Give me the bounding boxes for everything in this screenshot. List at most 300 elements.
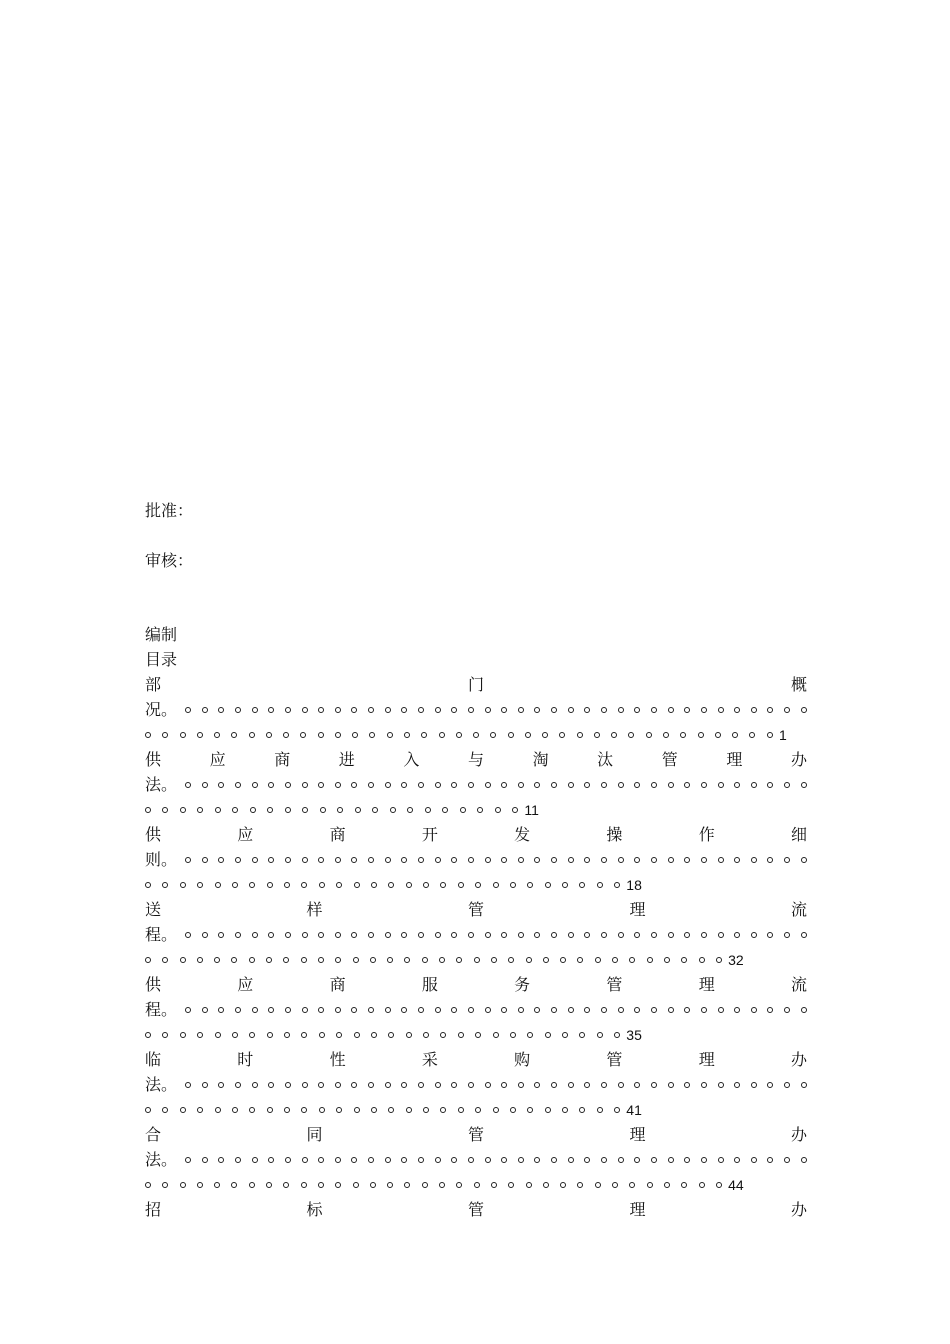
toc-title-char: 进 [338, 750, 355, 769]
leader-dot [451, 707, 457, 713]
leader-dot [568, 857, 574, 863]
leader-dot [468, 1082, 474, 1088]
leader-dot [684, 932, 690, 938]
leader-dot [268, 707, 274, 713]
leader-dot [252, 857, 258, 863]
leader-dot [614, 1107, 620, 1113]
leader-dot [354, 1107, 360, 1113]
leader-dot [354, 1032, 360, 1038]
leader-dot [734, 932, 740, 938]
toc-entry-leader [145, 774, 807, 796]
toc-title-char: 流 [790, 975, 807, 994]
leader-dot [353, 1182, 359, 1188]
leader-dot [618, 1157, 624, 1163]
leader-dot [385, 857, 391, 863]
leader-dot [501, 782, 507, 788]
leader-dot [584, 1157, 590, 1163]
leader-dot [601, 782, 607, 788]
leader-dot [718, 782, 724, 788]
leader-dot [527, 1032, 533, 1038]
leader-dot [477, 807, 483, 813]
leader-dot [214, 957, 220, 963]
leader-dot [534, 1007, 540, 1013]
leader-dot [618, 782, 624, 788]
leader-dot [218, 1157, 224, 1163]
leader-dot [285, 782, 291, 788]
leader-dot [249, 732, 255, 738]
leader-dot [699, 957, 705, 963]
leader-dot [518, 932, 524, 938]
leader-dot [318, 932, 324, 938]
leader-dot [584, 707, 590, 713]
leader-dot [162, 882, 168, 888]
leader-dot [215, 807, 221, 813]
leader-dot [335, 857, 341, 863]
toc-entry-title[interactable] [145, 749, 807, 771]
leader-dot [684, 1007, 690, 1013]
leader-dot [684, 782, 690, 788]
leader-dot [651, 932, 657, 938]
leader-dot [252, 1157, 258, 1163]
toc-title-char: 合 [145, 1125, 162, 1144]
leader-dot [421, 732, 427, 738]
leader-dot [734, 1157, 740, 1163]
leader-dot [456, 732, 462, 738]
leader-dot [618, 707, 624, 713]
toc-title-char: 应 [209, 750, 226, 769]
leader-dot [318, 782, 324, 788]
leader-dot [485, 1007, 491, 1013]
leader-dot [319, 1107, 325, 1113]
leader-dot [406, 882, 412, 888]
leader-dot [335, 1007, 341, 1013]
toc-title-char: 样 [306, 900, 323, 919]
leader-dot [440, 882, 446, 888]
leader-dot [302, 932, 308, 938]
leader-dot [285, 1082, 291, 1088]
leader-dot [401, 782, 407, 788]
toc-page-number[interactable]: 1 [779, 727, 787, 743]
toc-title-char: 门 [467, 675, 484, 694]
leader-dot [406, 1107, 412, 1113]
leader-dot [368, 857, 374, 863]
leader-dot [215, 882, 221, 888]
toc-title-char: 入 [403, 750, 420, 769]
leader-dot [249, 1032, 255, 1038]
leader-dot [368, 782, 374, 788]
toc-entry-title[interactable] [145, 1049, 807, 1071]
leader-dot [185, 1007, 191, 1013]
leader-dot [318, 732, 324, 738]
leader-dot [252, 782, 258, 788]
leader-dot [751, 707, 757, 713]
leader-dot [285, 932, 291, 938]
leader-dot [485, 857, 491, 863]
leader-dot [518, 1007, 524, 1013]
leader-dot [351, 932, 357, 938]
leader-dot [180, 882, 186, 888]
leader-dot [385, 707, 391, 713]
approve-label: 批准： [145, 501, 194, 520]
leader-dot [451, 782, 457, 788]
leader-dot [518, 1082, 524, 1088]
leader-dot [718, 857, 724, 863]
toc-title-end: 程。 [145, 925, 178, 944]
leader-dot [385, 1082, 391, 1088]
leader-dot [283, 1182, 289, 1188]
leader-dot [351, 782, 357, 788]
toc-title-char: 管 [606, 975, 623, 994]
leader-dot [651, 1007, 657, 1013]
leader-dot [801, 1082, 807, 1088]
toc-title-char: 招 [145, 1200, 162, 1219]
leader-dot [518, 857, 524, 863]
leader-dot [629, 1182, 635, 1188]
leader-dot [368, 1157, 374, 1163]
leader-dot [534, 932, 540, 938]
leader-dot [267, 807, 273, 813]
leader-dot [534, 707, 540, 713]
leader-dot [401, 857, 407, 863]
leader-dot [551, 1157, 557, 1163]
leader-dot [401, 932, 407, 938]
leader-dot [451, 857, 457, 863]
leader-dot [268, 1007, 274, 1013]
leader-dot [335, 957, 341, 963]
leader-dot [701, 857, 707, 863]
leader-dot [301, 957, 307, 963]
leader-dot [418, 1007, 424, 1013]
leader-dot [249, 882, 255, 888]
leader-dot [801, 782, 807, 788]
leader-dot [551, 782, 557, 788]
leader-dot [718, 1157, 724, 1163]
toc-title-char: 务 [514, 975, 531, 994]
leader-dot [235, 707, 241, 713]
leader-dot [266, 732, 272, 738]
leader-dot [475, 1032, 481, 1038]
leader-dot [197, 1032, 203, 1038]
leader-dot [267, 882, 273, 888]
leader-dot [335, 1182, 341, 1188]
leader-dot [268, 1082, 274, 1088]
leader-dot [568, 782, 574, 788]
leader-dot [387, 732, 393, 738]
leader-dot [302, 1082, 308, 1088]
leader-dot [418, 1157, 424, 1163]
leader-dot [634, 1082, 640, 1088]
leader-dot [458, 1107, 464, 1113]
leader-dot [451, 1007, 457, 1013]
leader-dot [473, 732, 479, 738]
leader-dot [534, 1082, 540, 1088]
leader-dot [475, 1107, 481, 1113]
leader-dot [180, 807, 186, 813]
toc-title-char: 商 [329, 975, 346, 994]
leader-dot [202, 707, 208, 713]
leader-dot [249, 1107, 255, 1113]
leader-dot [218, 857, 224, 863]
compile-label: 编制 [145, 625, 178, 644]
leader-dot [302, 1157, 308, 1163]
leader-dot [501, 932, 507, 938]
leader-dot [235, 782, 241, 788]
leader-dot [283, 732, 289, 738]
toc-page-number[interactable]: 18 [626, 877, 642, 893]
toc-title: 目录 [145, 650, 178, 669]
toc-page-number[interactable]: 32 [728, 952, 744, 968]
leader-dot [401, 1157, 407, 1163]
toc-entry-title[interactable] [145, 824, 807, 846]
leader-dot [335, 732, 341, 738]
leader-dot [440, 1032, 446, 1038]
toc-title-char: 理 [629, 1125, 646, 1144]
leader-dot [371, 1107, 377, 1113]
leader-dot [584, 782, 590, 788]
leader-dot [388, 882, 394, 888]
leader-dot [784, 707, 790, 713]
toc-title-char: 办 [790, 1125, 807, 1144]
leader-dot [577, 957, 583, 963]
leader-dot [634, 1157, 640, 1163]
leader-dot [456, 957, 462, 963]
leader-dot [584, 857, 590, 863]
toc-page-number[interactable]: 35 [626, 1027, 642, 1043]
leader-dot [318, 1182, 324, 1188]
leader-dot [628, 732, 634, 738]
leader-dot [601, 1082, 607, 1088]
toc-title-char: 作 [698, 825, 715, 844]
leader-dot [368, 932, 374, 938]
leader-dot [302, 782, 308, 788]
toc-entry-leader [145, 849, 807, 871]
leader-dot [197, 807, 203, 813]
leader-dot [351, 1082, 357, 1088]
leader-dot [634, 782, 640, 788]
toc-title-char: 理 [698, 975, 715, 994]
leader-dot [318, 1082, 324, 1088]
toc-entry-title[interactable] [145, 674, 807, 696]
leader-dot [285, 707, 291, 713]
leader-dot [451, 1082, 457, 1088]
toc-title-end: 法。 [145, 1075, 178, 1094]
leader-dot [202, 782, 208, 788]
leader-dot [732, 732, 738, 738]
leader-dot [218, 1007, 224, 1013]
leader-dot [145, 957, 151, 963]
toc-title-char: 供 [145, 825, 162, 844]
leader-dot [285, 857, 291, 863]
leader-dot [352, 732, 358, 738]
leader-dot [320, 807, 326, 813]
leader-dot [475, 882, 481, 888]
toc-title-char: 商 [274, 750, 291, 769]
leader-dot [385, 1157, 391, 1163]
toc-entry-page-row [145, 874, 807, 896]
leader-dot [214, 732, 220, 738]
leader-dot [597, 1107, 603, 1113]
leader-dot [767, 732, 773, 738]
leader-dot [490, 732, 496, 738]
leader-dot [485, 707, 491, 713]
leader-dot [651, 707, 657, 713]
leader-dot [401, 1007, 407, 1013]
leader-dot [423, 1032, 429, 1038]
leader-dot [618, 1007, 624, 1013]
leader-dot [651, 1082, 657, 1088]
leader-dot [180, 732, 186, 738]
toc-title-char: 办 [790, 1050, 807, 1069]
leader-dot [614, 882, 620, 888]
leader-dot [543, 957, 549, 963]
leader-dot [214, 1182, 220, 1188]
review-label: 审核： [145, 551, 194, 570]
leader-dot [268, 1157, 274, 1163]
leader-dot [668, 1007, 674, 1013]
leader-dot [668, 1082, 674, 1088]
leader-dot [460, 807, 466, 813]
toc-entry-page-row [145, 799, 807, 821]
leader-dot [474, 1182, 480, 1188]
leader-dot [579, 882, 585, 888]
toc-title-char: 管 [467, 1125, 484, 1144]
leader-dot [491, 957, 497, 963]
leader-dot [612, 957, 618, 963]
leader-dot [202, 932, 208, 938]
leader-dot [162, 1032, 168, 1038]
leader-dot [435, 932, 441, 938]
leader-dot [235, 932, 241, 938]
leader-dot [180, 1182, 186, 1188]
leader-dot [385, 1007, 391, 1013]
leader-dot [422, 1182, 428, 1188]
toc-entry-title[interactable] [145, 899, 807, 921]
leader-dot [701, 1082, 707, 1088]
leader-dot [368, 707, 374, 713]
leader-dot [562, 1032, 568, 1038]
leader-dot [351, 857, 357, 863]
leader-dot [647, 957, 653, 963]
leader-dot [418, 857, 424, 863]
leader-dot [801, 932, 807, 938]
toc-title-char: 部 [145, 675, 162, 694]
leader-dot [368, 1082, 374, 1088]
leader-dot [577, 1182, 583, 1188]
toc-title-char: 发 [514, 825, 531, 844]
leader-dot [370, 957, 376, 963]
toc-page-number[interactable]: 11 [524, 802, 539, 818]
leader-dot [634, 932, 640, 938]
leader-dot [283, 957, 289, 963]
leader-dot [232, 1107, 238, 1113]
leader-dot [231, 957, 237, 963]
leader-dot [336, 882, 342, 888]
leader-dot [784, 1157, 790, 1163]
leader-dot [601, 932, 607, 938]
toc-title-char: 应 [237, 825, 254, 844]
leader-dot [218, 932, 224, 938]
leader-dot [684, 1157, 690, 1163]
toc-entry-title[interactable] [145, 974, 807, 996]
leader-dot [718, 1082, 724, 1088]
leader-dot [595, 1182, 601, 1188]
leader-dot [218, 707, 224, 713]
leader-dot [468, 1007, 474, 1013]
toc-title-end: 程。 [145, 1000, 178, 1019]
leader-dot [284, 882, 290, 888]
leader-dot [542, 732, 548, 738]
leader-dot [351, 707, 357, 713]
toc-title-char: 同 [306, 1125, 323, 1144]
leader-dot [493, 1032, 499, 1038]
leader-dot [354, 882, 360, 888]
leader-dot [185, 782, 191, 788]
leader-dot [335, 1157, 341, 1163]
toc-entry-title[interactable] [145, 1199, 807, 1221]
leader-dot [767, 1157, 773, 1163]
toc-entry-title[interactable] [145, 1124, 807, 1146]
leader-dot [197, 732, 203, 738]
leader-dot [614, 1032, 620, 1038]
leader-dot [701, 932, 707, 938]
leader-dot [468, 707, 474, 713]
leader-dot [218, 1082, 224, 1088]
leader-dot [284, 1032, 290, 1038]
toc-entry-leader [145, 1074, 807, 1096]
toc-title-char: 管 [661, 750, 678, 769]
leader-dot [202, 1157, 208, 1163]
leader-dot [681, 957, 687, 963]
leader-dot [501, 1157, 507, 1163]
leader-dot [197, 1182, 203, 1188]
toc-title-char: 供 [145, 750, 162, 769]
toc-title-char: 理 [726, 750, 743, 769]
leader-dot [145, 1032, 151, 1038]
leader-dot [435, 1007, 441, 1013]
leader-dot [551, 707, 557, 713]
leader-dot [385, 932, 391, 938]
toc-title-char: 管 [467, 900, 484, 919]
leader-dot [510, 882, 516, 888]
leader-dot [353, 957, 359, 963]
leader-dot [701, 1157, 707, 1163]
leader-dot [468, 1157, 474, 1163]
toc-page-number[interactable]: 41 [626, 1102, 642, 1118]
leader-dot [501, 857, 507, 863]
leader-dot [751, 932, 757, 938]
leader-dot [651, 782, 657, 788]
leader-dot [595, 957, 601, 963]
leader-dot [784, 932, 790, 938]
leader-dot [458, 1032, 464, 1038]
leader-dot [369, 732, 375, 738]
toc-title-char: 理 [698, 1050, 715, 1069]
leader-dot [501, 1007, 507, 1013]
leader-dot [268, 782, 274, 788]
leader-dot [718, 1007, 724, 1013]
leader-dot [185, 1082, 191, 1088]
leader-dot [162, 732, 168, 738]
toc-title-char: 性 [329, 1050, 346, 1069]
leader-dot [301, 882, 307, 888]
leader-dot [734, 707, 740, 713]
toc-page-number[interactable]: 44 [728, 1177, 744, 1193]
leader-dot [425, 807, 431, 813]
leader-dot [202, 1007, 208, 1013]
leader-dot [634, 1007, 640, 1013]
leader-dot [525, 732, 531, 738]
leader-dot [218, 782, 224, 788]
